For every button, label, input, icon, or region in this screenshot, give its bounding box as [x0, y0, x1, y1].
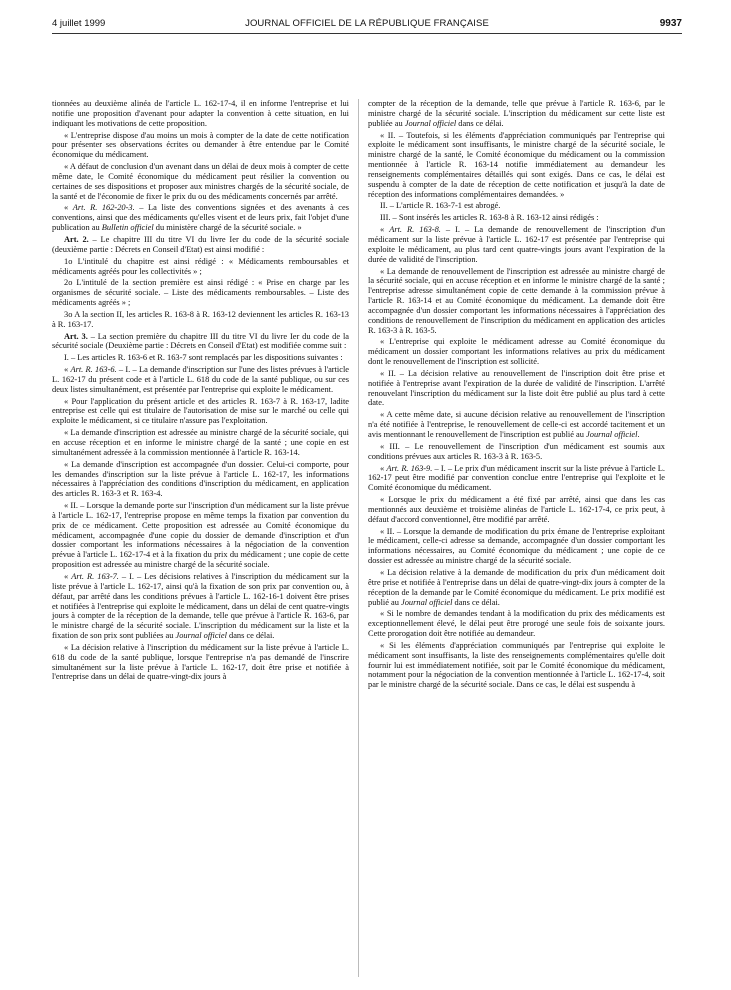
- paragraph: « II. – Toutefois, si les éléments d'appréciation communiqués par l'entreprise qui exploite le médicament sont insuffisants, le ministre chargé de la sécurité sociale, le ministre chargé de la santé, le Comité économique du médicament ou la commission mentionnée à l'article R. 163-14 notifie immédiatement au demandeur les renseignements complémentaires détaillés qui sont exigés. Dans ce cas, le délai est suspendu à compter de la date de réception de cette notification et jusqu'à la date de réception des informations complémentaires demandées. »: [368, 130, 665, 199]
- header-title: JOURNAL OFFICIEL DE LA RÉPUBLIQUE FRANÇAISE: [245, 18, 489, 29]
- article-label: Art. R. 163-7.: [71, 571, 119, 581]
- paragraph: « Pour l'application du présent article et des articles R. 163-7 à R. 163-17, ladite entreprise est celle qui est titulaire de l'autorisation de mise sur le marché ou celle qui exploite le médicament, si ce titulaire n'assure pas l'exploitation.: [52, 396, 349, 426]
- paragraph: I. – Les articles R. 163-6 et R. 163-7 sont remplacés par les dispositions suivantes :: [64, 353, 343, 363]
- paragraph: 1o L'intitulé du chapitre est ainsi rédigé : « Médicaments remboursables et médicaments agréés pour les collectivités » ;: [52, 256, 349, 276]
- left-column: [52, 99, 349, 684]
- article-label: Art. R. 163-9.: [386, 463, 433, 473]
- publication-name: Bulletin officiel: [101, 223, 154, 233]
- paragraph: « La demande de renouvellement de l'inscription est adressée au ministre chargé de la sécurité sociale, qui en accuse réception et en informe le ministre chargé de la santé ; l'entreprise adresse simultanément copie de cette demande à la commission prévue à l'article R. 163-14 et au Comité économique du médicament. La demande doit être accompagnée d'un dossier comportant les informations nécessaires à l'appréciation des conditions de renouvellement de l'inscription du médicament en application des articles R. 163-3 à R. 163-5.: [368, 266, 665, 335]
- paragraph: compter de la réception de la demande, telle que prévue à l'article R. 163-6, par le ministre chargé de la sécurité sociale. L'inscription du médicament sur cette liste est publiée au Journal officiel dans ce délai.: [368, 99, 665, 128]
- paragraph: « Si le nombre de demandes tendant à la modification du prix des médicaments est exceptionnellement élevé, le délai peut être prorogé une seule fois de soixante jours. Cette prorogation doit être notifiée au demandeur.: [368, 609, 665, 639]
- paragraph: « Art. R. 163-9. – I. – Le prix d'un médicament inscrit sur la liste prévue à l'article L. 162-17 peut être modifié par convention conclue entre l'entreprise qui l'exploite et le Comité économique du médicament.: [368, 463, 665, 493]
- paragraph: « II. – Lorsque la demande porte sur l'inscription d'un médicament sur la liste prévue à l'article L. 162-17, l'entreprise propose en même temps la fixation par convention du prix de ce médicament. Cette proposition est adressée au Comité économique du médicament, accompagnée d'une copie du dossier de demande d'inscription et d'un dossier comportant les informations nécessaires à la négociation de la convention prévue à l'article L. 162-17-4 et à la fixation du prix du médicament ; une copie de cette proposition est adressée au ministre chargé de la sécurité sociale.: [52, 501, 349, 570]
- paragraph: Art. 3. – La section première du chapitre III du titre VI du livre Ier du code de la sécurité sociale (Deuxième partie : Décrets en Conseil d'Etat) est modifiée comme suit :: [52, 331, 349, 351]
- paragraph: « Art. R. 163-8. – I. – La demande de renouvellement de l'inscription d'un médicament sur la liste prévue à l'article L. 162-17 est présentée par l'entreprise qui exploite le médicament, au plus tard cent quatre-vingts jours avant l'expiration de la durée de validité de l'inscription.: [368, 225, 666, 264]
- paragraph: « La demande d'inscription est adressée au ministre chargé de la sécurité sociale, qui en accuse réception et en informe le ministre chargé de la santé ; une copie en est simultanément adressée à la commission mentionnée à l'article R. 163-14.: [52, 428, 349, 457]
- paragraph: « A cette même date, si aucune décision relative au renouvellement de l'inscription n'a été notifiée à l'entreprise, le renouvellement de celle-ci est accordé tacitement et un avis mentionnant le renouvellement de l'inscription est publié au Journal officiel.: [368, 410, 665, 439]
- paragraph: tionnées au deuxième alinéa de l'article L. 162-17-4, il en informe l'entreprise et lui notifie une proposition d'avenant pour adapter la convention à cette situation, en lui indiquant les motivations de cette proposition.: [52, 99, 349, 128]
- publication-name: Journal officiel: [401, 597, 453, 607]
- paragraph: 3o A la section II, les articles R. 163-8 à R. 163-12 deviennent les articles R. 163-13 à R. 163-17.: [52, 309, 349, 329]
- paragraph: « Art. R. 162-20-3. – La liste des conventions signées et des avenants à ces conventions, ainsi que des médicaments qu'elles visent et de leurs prix, fait l'objet d'une publication au Bulletin officiel du ministère chargé de la sécurité sociale. »: [52, 203, 349, 233]
- paragraph: III. – Sont insérés les articles R. 163-8 à R. 163-12 ainsi rédigés :: [380, 213, 599, 223]
- article-number: Art. 2.: [64, 234, 89, 244]
- page-header: [52, 18, 682, 32]
- article-number: Art. 3.: [64, 331, 88, 341]
- paragraph: « Lorsque le prix du médicament a été fixé par arrêté, ainsi que dans les cas mentionnés aux deuxième et troisième alinéas de l'article L. 162-17-4, ce prix peut, à défaut d'accord conventionnel, être modifié par arrêté.: [368, 495, 665, 524]
- paragraph: « III. – Le renouvellement de l'inscription d'un médicament est soumis aux conditions prévues aux articles R. 163-3 à R. 163-5.: [368, 441, 665, 461]
- article-label: Art. R. 162-20-3.: [72, 203, 135, 213]
- publication-name: Journal officiel: [175, 631, 227, 641]
- paragraph: 2o L'intitulé de la section première est ainsi rédigé : « Prise en charge par les organismes de sécurité sociale. – Liste des médicaments remboursables. – Liste des médicaments agréés » ;: [52, 278, 349, 308]
- paragraph: « L'entreprise qui exploite le médicament adresse au Comité économique du médicament un dossier comportant les informations relatives au prix du médicament dont le renouvellement de l'inscription est sollicité.: [368, 337, 665, 367]
- header-page-number: 9937: [659, 18, 682, 29]
- paragraph: « La décision relative à la demande de modification du prix d'un médicament doit être prise et notifiée à l'entreprise dans un délai de quatre-vingt-dix jours à compter de la réception de la demande par le Comité économique du médicament. Le prix modifié est publié au Journal officiel dans ce délai.: [368, 567, 665, 607]
- column-divider: [358, 99, 359, 977]
- article-label: Art. R. 163-6.: [70, 365, 117, 375]
- publication-name: Journal officiel: [586, 430, 638, 439]
- article-label: Art. R. 163-8.: [389, 225, 441, 235]
- header-date: 4 juillet 1999: [52, 18, 106, 29]
- paragraph: « II. – La décision relative au renouvellement de l'inscription doit être prise et notifiée à l'entreprise avant l'expiration de la durée de validité de l'inscription. L'arrêté renouvelant l'inscription du médicament sur la liste doit être publié au plus tard à cette date.: [368, 368, 665, 408]
- paragraph: II. – L'article R. 163-7-1 est abrogé.: [380, 201, 501, 211]
- paragraph: « II. – Lorsque la demande de modification du prix émane de l'entreprise exploitant le médicament, celle-ci adresse sa demande, accompagnée d'un dossier comportant les informations nécessaires, au Comité économique du médicament ; une copie de ce dossier est adressée au ministre chargé de la sécurité sociale.: [368, 526, 665, 566]
- paragraph: « La décision relative à l'inscription du médicament sur la liste prévue à l'article L. 618 du code de la santé publique, lorsque l'entreprise n'a pas demandé de l'inscrire simultanément sur la liste prévue à l'article L. 162-17, doit être prise et notifiée à l'entreprise dans un délai de quatre-vingt-dix jours à: [52, 642, 349, 682]
- publication-name: Journal officiel: [404, 118, 457, 128]
- paragraph: « A défaut de conclusion d'un avenant dans un délai de deux mois à compter de cette même date, le Comité économique du médicament peut résilier la convention ou certaines de ses dispositions et proposer aux ministres chargés de la sécurité sociale, de la santé et de l'économie de fixer le prix du ou des médicaments concernés par arrêté.: [52, 162, 349, 201]
- right-column: [368, 99, 665, 692]
- paragraph: Art. 2. – Le chapitre III du titre VI du livre Ier du code de la sécurité sociale (deuxième partie : Décrets en Conseil d'Etat) est ainsi modifié :: [52, 234, 349, 254]
- header-rule: [52, 33, 682, 34]
- paragraph: « Si les éléments d'appréciation communiqués par l'entreprise qui exploite le médicament sont insuffisants, la liste des renseignements complémentaires qu'elle doit fournir lui est immédiatement notifiée, soit par le Comité économique du médicament, notamment pour la négociation de la convention mentionnée à l'article L. 162-17-4, soit par le ministre chargé de la sécurité sociale. Dans ce cas, le délai est suspendu à: [368, 640, 665, 690]
- paragraph: « Art. R. 163-7. – I. – Les décisions relatives à l'inscription du médicament sur la liste prévue à l'article L. 162-17, ainsi qu'à la fixation de son prix par convention ou, à défaut, par arrêté dans les conditions prévues à l'article L. 162-16-1 doivent être prises et notifiées à l'entreprise qui exploite le médicament, dans un délai de cent quatre-vingts jours à compter de la réception de la demande, telle que prévue à l'article R. 163-6, par le ministre chargé de la sécurité sociale. L'inscription du médicament sur la liste et la fixation de son prix sont publiées au Journal officiel dans ce délai.: [52, 571, 350, 641]
- paragraph: « La demande d'inscription est accompagnée d'un dossier. Celui-ci comporte, pour les demandes d'inscription sur la liste prévue à l'article L. 162-17, les informations nécessaires à l'appréciation des conditions d'inscription du médicament, en application des articles R. 163-3 et R. 163-4.: [52, 459, 349, 499]
- paragraph: « L'entreprise dispose d'au moins un mois à compter de la date de cette notification pour présenter ses observations écrites ou demander à être entendue par le Comité économique du médicament.: [52, 130, 349, 160]
- paragraph: « Art. R. 163-6. – I. – La demande d'inscription sur l'une des listes prévues à l'article L. 162-17 du présent code et à l'article L. 618 du code de la santé publique, ou sur ces deux listes simultanément, est présentée par l'entreprise qui exploite le médicament.: [52, 365, 350, 394]
